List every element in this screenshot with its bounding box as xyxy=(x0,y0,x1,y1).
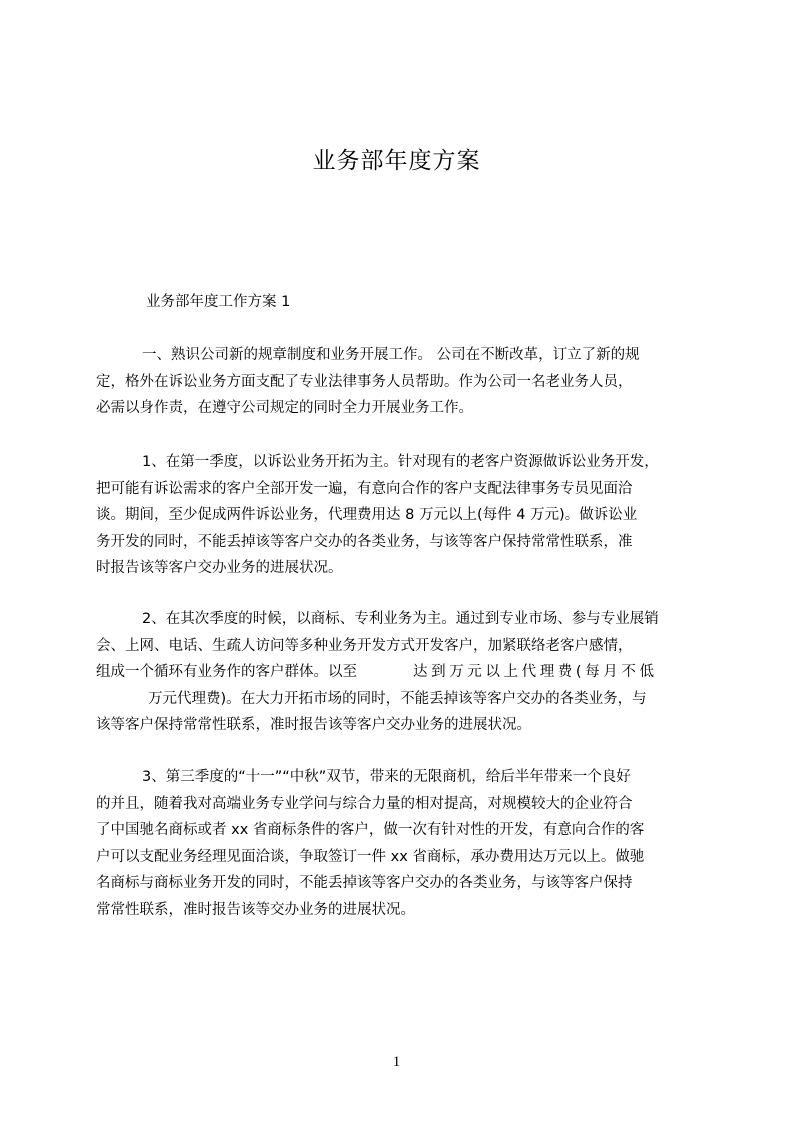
paragraph-line: 的并且，随着我对高端业务专业学问与综合力量的相对提高，对规模较大的企业符合 xyxy=(96,795,633,812)
paragraph-text xyxy=(96,606,700,739)
paragraph-4 xyxy=(96,764,700,923)
paragraph-line: 常常性联系，准时报告该等交办业务的进展状况。 xyxy=(96,901,415,918)
paragraph-line: 3、第三季度的“十一”“中秋”双节，带来的无限商机，给后半年带来一个良好 xyxy=(142,769,631,785)
paragraph-line: 务开发的同时，不能丢掉该等客户交办的各类业务，与该等客户保持常常性联系，准 xyxy=(96,533,633,550)
page-number: 1 xyxy=(392,1054,401,1070)
paragraph-line-head: 组成一个循环有业务作的客户群体。以至 xyxy=(96,664,357,680)
document-title: 业务部年度方案 xyxy=(312,148,481,174)
paragraph-1 xyxy=(96,342,700,422)
paragraph-text xyxy=(96,764,700,923)
paragraph-text xyxy=(96,342,700,422)
paragraph-line-tail: 达到万元以上代理费(每月不低 xyxy=(413,664,658,680)
paragraph-line: 会、上网、电话、生疏人访问等多种业务开发方式开发客户，加紧联络老客户感情， xyxy=(96,637,633,654)
paragraph-line xyxy=(96,659,700,686)
paragraph-line: 2、在其次季度的时候，以商标、专利业务为主。通过到专业市场、参与专业展销 xyxy=(142,611,659,627)
paragraph-2 xyxy=(96,449,700,582)
paragraph-line: 谈。期间，至少促成两件诉讼业务，代理费用达 8 万元以上(每件 4 万元)。做诉讼业 xyxy=(96,507,638,523)
paragraph-line: 把可能有诉讼需求的客户全部开发一遍，有意向合作的客户支配法律事务专员见面洽 xyxy=(96,480,633,497)
paragraph-line: 一、熟识公司新的规章制度和业务开展工作。 公司在不断改革，订立了新的规 xyxy=(142,347,640,363)
paragraph-3 xyxy=(96,606,700,739)
document-subtitle: 业务部年度工作方案 1 xyxy=(146,294,291,310)
paragraph-line: 时报告该等客户交办业务的进展状况。 xyxy=(96,560,343,576)
paragraph-line: 定，格外在诉讼业务方面支配了专业法律事务人员帮助。作为公司一名老业务人员， xyxy=(96,373,633,390)
paragraph-line: 该等客户保持常常性联系，准时报告该等客户交办业务的进展状况。 xyxy=(96,717,531,733)
paragraph-line: 必需以身作责，在遵守公司规定的同时全力开展业务工作。 xyxy=(96,400,473,416)
paragraph-line: 1、在第一季度，以诉讼业务开拓为主。针对现有的老客户资源做诉讼业务开发， xyxy=(142,454,659,470)
paragraph-line: 户可以支配业务经理见面洽谈，争取签订一件 xx 省商标，承办费用达万元以上。做驰 xyxy=(96,848,645,865)
paragraph-line: 了中国驰名商标或者 xx 省商标条件的客户，做一次有针对性的开发，有意向合作的客 xyxy=(96,822,645,838)
paragraph-line: 名商标与商标业务开发的同时，不能丢掉该等客户交办的各类业务，与该等客户保持 xyxy=(96,875,633,891)
paragraph-line: 万元代理费)。在大力开拓市场的同时，不能丢掉该等客户交办的各类业务，与 xyxy=(148,690,647,707)
paragraph-text xyxy=(96,449,700,582)
